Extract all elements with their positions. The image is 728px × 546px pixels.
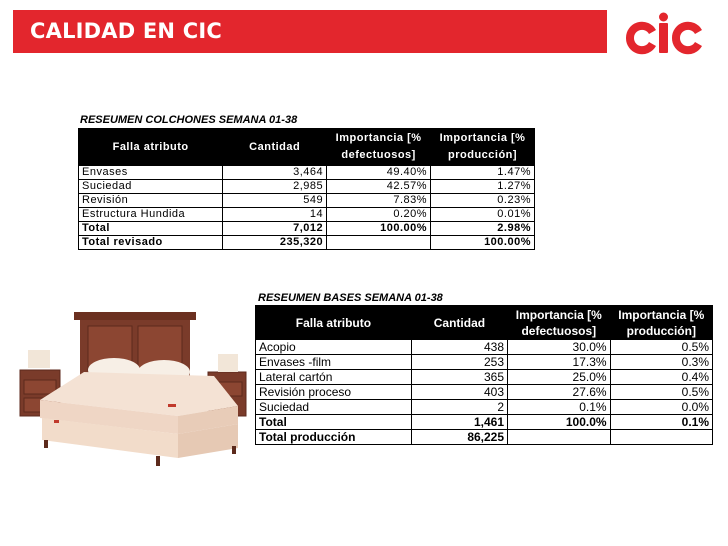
cell-falla: Envases -film [256,355,412,370]
total-row [79,222,535,236]
cell-cantidad: 2,985 [223,180,327,194]
cell-cantidad: 1,461 [411,415,507,430]
cell-imp-defectuosos: 7.83% [327,194,431,208]
cell-falla: Lateral cartón [256,370,412,385]
cell-imp-produccion: 0.1% [610,415,712,430]
col-header-imp-produccion: Importancia [% producción] [431,129,535,166]
cell-imp-produccion: 0.4% [610,370,712,385]
col-header-falla: Falla atributo [79,129,223,166]
cell-cantidad: 253 [411,355,507,370]
cell-imp-produccion: 2.98% [431,222,535,236]
cell-imp-defectuosos: 100.0% [508,415,611,430]
cell-cantidad: 3,464 [223,166,327,180]
cell-imp-defectuosos: 25.0% [508,370,611,385]
total-row [256,415,713,430]
cell-imp-defectuosos [508,430,611,445]
cell-imp-produccion: 1.27% [431,180,535,194]
table-row [79,180,535,194]
table-row [256,400,713,415]
cell-imp-produccion: 0.01% [431,208,535,222]
cell-imp-produccion: 0.3% [610,355,712,370]
cell-imp-defectuosos: 27.6% [508,385,611,400]
cell-imp-produccion: 0.5% [610,385,712,400]
page-title: CALIDAD EN CIC [30,19,222,43]
table-row [79,166,535,180]
table-row [256,370,713,385]
cell-imp-produccion: 0.0% [610,400,712,415]
col-header-imp-produccion: Importancia [% producción] [610,306,712,340]
cell-cantidad: 14 [223,208,327,222]
cell-cantidad: 2 [411,400,507,415]
cell-imp-produccion [610,430,712,445]
colchones-table [78,128,535,250]
colchones-table-title: RESEUMEN COLCHONES SEMANA 01-38 [80,114,298,126]
cell-falla: Total producción [256,430,412,445]
cell-cantidad: 7,012 [223,222,327,236]
table-row [79,208,535,222]
table-row [79,194,535,208]
cell-imp-defectuosos [327,236,431,250]
bases-table [255,305,713,445]
cell-imp-produccion: 1.47% [431,166,535,180]
total-produccion-row [256,430,713,445]
col-header-cantidad: Cantidad [223,129,327,166]
col-header-cantidad: Cantidad [411,306,507,340]
cell-cantidad: 235,320 [223,236,327,250]
cell-falla: Envases [79,166,223,180]
cell-imp-produccion: 100.00% [431,236,535,250]
bases-table-title: RESEUMEN BASES SEMANA 01-38 [258,292,443,304]
cell-falla: Total [79,222,223,236]
cell-imp-produccion: 0.5% [610,340,712,355]
cell-falla: Total [256,415,412,430]
cell-falla: Revisión proceso [256,385,412,400]
cell-imp-defectuosos: 0.1% [508,400,611,415]
total-revisado-row [79,236,535,250]
col-header-imp-defectuosos: Importancia [% defectuosos] [508,306,611,340]
table-row [256,340,713,355]
cell-falla: Suciedad [256,400,412,415]
cell-imp-defectuosos: 30.0% [508,340,611,355]
cell-imp-defectuosos: 42.57% [327,180,431,194]
cell-imp-produccion: 0.23% [431,194,535,208]
cell-imp-defectuosos: 100.00% [327,222,431,236]
title-bar [13,10,607,53]
cell-imp-defectuosos: 49.40% [327,166,431,180]
cell-falla: Estructura Hundida [79,208,223,222]
cell-cantidad: 403 [411,385,507,400]
cic-logo [622,10,717,60]
cell-falla: Revisión [79,194,223,208]
cell-falla: Acopio [256,340,412,355]
bed-image [18,300,250,470]
cell-cantidad: 549 [223,194,327,208]
col-header-imp-defectuosos: Importancia [% defectuosos] [327,129,431,166]
cell-cantidad: 438 [411,340,507,355]
cell-cantidad: 86,225 [411,430,507,445]
col-header-falla: Falla atributo [256,306,412,340]
cell-cantidad: 365 [411,370,507,385]
cell-imp-defectuosos: 17.3% [508,355,611,370]
cell-falla: Suciedad [79,180,223,194]
cell-imp-defectuosos: 0.20% [327,208,431,222]
cell-falla: Total revisado [79,236,223,250]
table-row [256,385,713,400]
table-row [256,355,713,370]
